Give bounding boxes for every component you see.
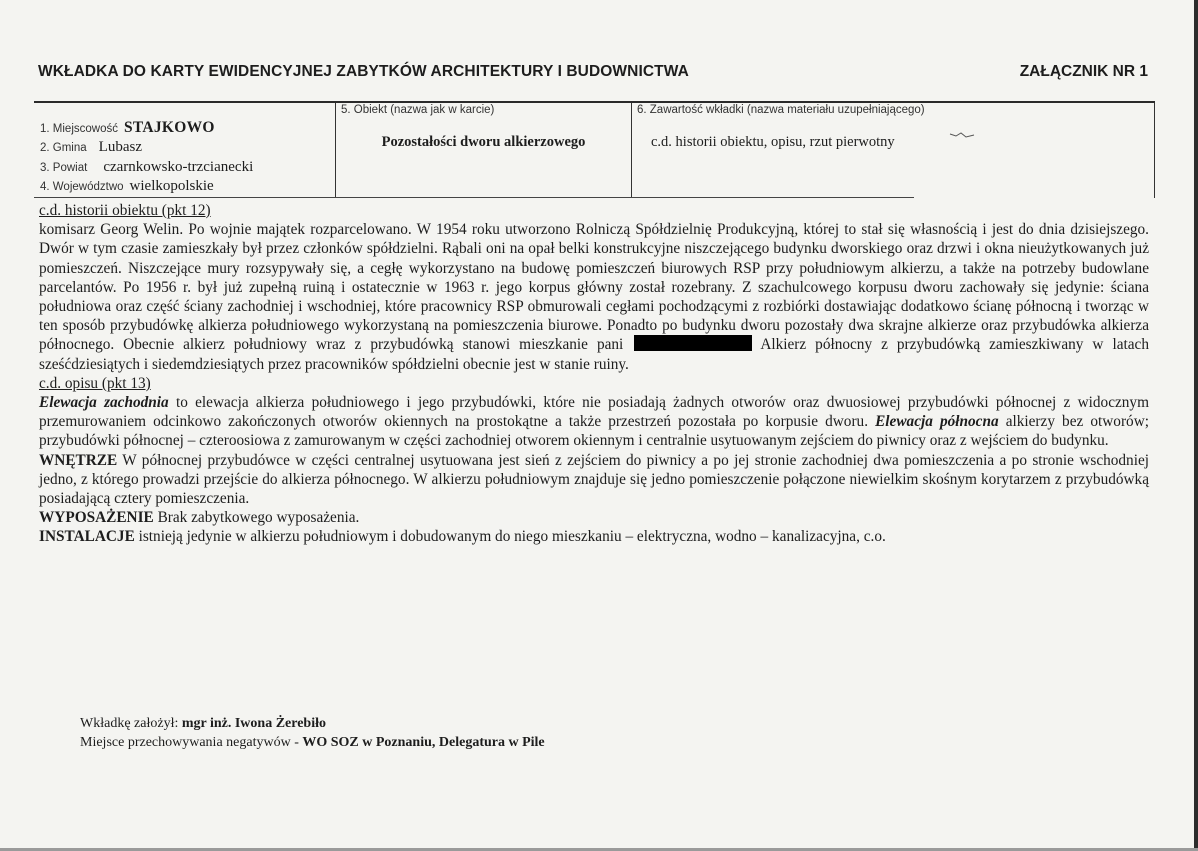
table-top-rule bbox=[34, 101, 1155, 103]
history-heading: c.d. historii obiektu (pkt 12) bbox=[39, 202, 211, 219]
interior-label: WNĘTRZE bbox=[39, 451, 118, 469]
location-gmina-value: Lubasz bbox=[98, 139, 142, 155]
location-wojewodztwo-value: wielkopolskie bbox=[129, 178, 214, 194]
table-bottom-rule bbox=[34, 197, 914, 198]
history-paragraph: komisarz Georg Welin. Po wojnie majątek rozparcelowano. W 1954 roku utworzono Rolniczą Spółdzielnię Produkcyjną, której to stał się własnością i jest do dnia dzisiejszego. Dwór w tym czasie zamieszkały był przez członków spółdzielni. Rąbali oni na opał belki konstrukcyjne niszczejącego budynku dworskiego oraz drzwi i okna nieużytkowanych już pomieszczeń. Niszczejące mury rozsypywały się, a cegłę wykorzystano na budowę pomieszczeń biurowych RSP przy południowym alkierzu, a także na potrzeby budowlane parcelantów. Po 1956 r. był już zupełną ruiną i ostatecznie w 1963 r. jego korpus główny został rozebrany. Z szachulcowego korpusu dworu zachowały się jedynie: ściana południowa oraz część ściany zachodniej i wschodniej, które pracownicy RSP obmurowali cegłami pochodzącymi z rozbiórki dostawiając dodatkowo ścianę północną i tworząc w ten sposób przybudówkę alkierza południowego wykorzystaną na pomieszczenia biurowe. Ponadto po budynku dworu pozostały dwa skrajne alkierze oraz przybudówka alkierza północnego. Obecnie alkierz południowy wraz z przybudówką stanowi mieszkanie pani Alkierz północny z przybudówką zamieszkiwany w latach sześćdziesiątych i siedemdziesiątych przez pracowników spółdzielni obecnie jest w stanie ruiny. bbox=[39, 221, 1149, 373]
equipment-label: WYPOSAŻENIE bbox=[39, 509, 154, 527]
elevation-north-label: Elewacja północna bbox=[875, 413, 999, 431]
table-divider-2 bbox=[631, 103, 632, 198]
author-name: mgr inż. Iwona Żerebiło bbox=[181, 716, 326, 731]
storage-line: Miejsce przechowywania negatywów - WO SOZ w Poznaniu, Delegatura w Pile bbox=[80, 735, 545, 750]
supplement-content: c.d. historii obiektu, opisu, rzut pierwotny bbox=[651, 134, 895, 150]
author-line: Wkładkę założył: mgr inż. Iwona Żerebiło bbox=[80, 716, 326, 731]
interior-paragraph: WNĘTRZE W północnej przybudówce w części centralnej usytuowana jest sień z zejściem do piwnicy a po jej stronie zachodniej dwa pomieszczenia a po stronie wschodniej jedno, z którego prowadzi przejście do alkierza północnego. W alkierzu południowym znajduje się jedno pomieszczenie połączone niewielkim skośnym korytarzem z przybudówką posiadającą cztery pomieszczenia. bbox=[39, 451, 1149, 508]
supplement-header: 6. Zawartość wkładki (nazwa materiału uzupełniającego) bbox=[637, 104, 925, 116]
document-title: WKŁADKA DO KARTY EWIDENCYJNEJ ZABYTKÓW ARCHITEKTURY I BUDOWNICTWA bbox=[38, 63, 689, 80]
location-miejscowosc-value: STAJKOWO bbox=[123, 119, 215, 136]
installations-label: INSTALACJE bbox=[39, 528, 135, 546]
location-powiat: 3. Powiat czarnkowsko-trzcianecki bbox=[40, 159, 254, 175]
object-header: 5. Obiekt (nazwa jak w karcie) bbox=[341, 104, 495, 116]
table-divider-3 bbox=[1154, 103, 1155, 198]
location-miejscowosc: 1. Miejscowość STAJKOWO bbox=[40, 119, 215, 136]
elevation-paragraph: Elewacja zachodnia to elewacja alkierza południowego i jego przybudówki, które nie posiadają żadnych otworów oraz dwuosiowej przybudówki północnej z widocznym przemurowaniem odcinkowo zakończonych otworów okiennych na prostokątne a także przestrzeń pozostała po korpusie dworu. Elewacja północna alkierzy bez otworów; przybudówki północnej – czteroosiowa z zamurowanym w części zachodniej otworem okiennym i centralnie usytuowanym zejściem do piwnicy oraz z wejściem do budynku. bbox=[39, 394, 1149, 450]
scan-edge-right bbox=[1194, 0, 1198, 851]
installations-paragraph: INSTALACJE istnieją jedynie w alkierzu południowym i dobudowanym do niego mieszkaniu – elektryczna, wodno – kanalizacyjna, c.o. bbox=[39, 528, 886, 546]
redaction-block bbox=[634, 335, 752, 351]
equipment-paragraph: WYPOSAŻENIE Brak zabytkowego wyposażenia. bbox=[39, 509, 360, 527]
description-heading: c.d. opisu (pkt 13) bbox=[39, 374, 151, 392]
location-powiat-value: czarnkowsko-trzcianecki bbox=[103, 159, 254, 175]
object-name: Pozostałości dworu alkierzowego bbox=[381, 134, 586, 150]
storage-location: WO SOZ w Poznaniu, Delegatura w Pile bbox=[302, 735, 545, 750]
document-body bbox=[39, 201, 1149, 547]
location-gmina: 2. Gmina Lubasz bbox=[40, 139, 142, 155]
pen-mark-icon bbox=[948, 130, 978, 142]
footer bbox=[80, 714, 545, 752]
location-wojewodztwo: 4. Województwo wielkopolskie bbox=[40, 178, 214, 194]
elevation-west-label: Elewacja zachodnia bbox=[39, 394, 169, 412]
annex-label: ZAŁĄCZNIK NR 1 bbox=[1019, 63, 1148, 80]
